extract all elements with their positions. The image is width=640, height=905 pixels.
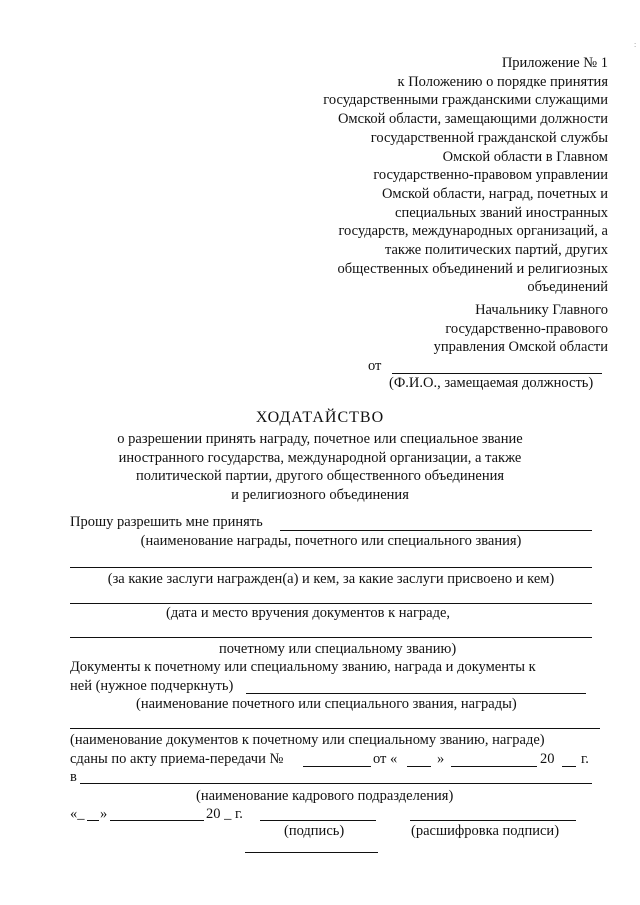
subtitle-line: о разрешении принять награду, почетное или специальное звание (117, 431, 523, 447)
docs-caption: (наименование документов к почетному или специальному званию, награде) (70, 732, 545, 748)
hr-department-caption: (наименование кадрового подразделения) (196, 788, 454, 804)
signature-caption: (подпись) (284, 823, 345, 839)
addressee-line: государственно-правового (445, 320, 608, 337)
appendix-line: государственными гражданскими служащими (323, 92, 608, 109)
addressee-line: Начальнику Главного (475, 302, 608, 318)
decoding-fill-line[interactable] (410, 820, 576, 821)
merits-fill-line[interactable] (70, 567, 592, 568)
appendix-line: специальных званий иностранных (395, 204, 608, 221)
hr-department-fill-line[interactable] (80, 783, 592, 784)
fio-caption: (Ф.И.О., замещаемая должность) (389, 375, 594, 391)
appendix-line: общественных объединений и религиозных (337, 260, 608, 277)
document-subtitle (80, 430, 560, 505)
edge-mark: : (634, 40, 637, 49)
appendix-line: Приложение № 1 (501, 55, 608, 71)
sign-quote-close: » (100, 806, 108, 822)
award-caption: (наименование награды, почетного или специального звания) (140, 533, 522, 549)
quote-close: » (437, 751, 445, 767)
date-caption-1: (дата и место вручения документов к награде, (166, 605, 451, 621)
month-fill-line[interactable] (451, 766, 537, 767)
sign-quote-open: «_ (70, 806, 85, 822)
in-prefix: в (70, 769, 77, 785)
sign-month-fill-line[interactable] (110, 820, 204, 821)
docs-text-line-1: Документы к почетному или специальному званию, награда и документы к (70, 659, 536, 675)
date-fill-line-2[interactable] (70, 637, 592, 638)
from-date-prefix: от « (373, 751, 398, 767)
appendix-line: государственной гражданской службы (370, 129, 608, 146)
appendix-block (248, 54, 608, 297)
appendix-line: Омской области, наград, почетных и (381, 185, 608, 202)
day-fill-line[interactable] (407, 766, 431, 767)
signature-fill-line[interactable] (260, 820, 376, 821)
appendix-line: Омской области, замещающими должности (337, 111, 608, 128)
appendix-line: Омской области в Главном (442, 148, 608, 165)
appendix-line: государств, международных организаций, а (338, 223, 608, 240)
from-row (368, 358, 608, 376)
sign-year: 20 _ г. (206, 806, 243, 822)
bottom-line (245, 852, 378, 853)
year-suffix: г. (581, 751, 589, 767)
appendix-line: также политических партий, других (384, 242, 608, 259)
subtitle-line: политической партии, другого общественного объединения (135, 468, 505, 485)
addressee-block (308, 301, 608, 357)
decoding-caption: (расшифровка подписи) (411, 823, 560, 839)
appendix-line: к Положению о порядке принятия (397, 73, 608, 90)
date-caption-2: почетному или специальному званию) (219, 641, 457, 657)
title-name-fill-line[interactable] (246, 693, 586, 694)
appendix-line: объединений (527, 279, 608, 296)
appendix-line: государственно-правовом управлении (373, 167, 608, 184)
year-prefix: 20 (540, 751, 555, 767)
subtitle-line: иностранного государства, международной организации, а также (118, 449, 522, 466)
docs-fill-line[interactable] (70, 728, 600, 729)
document-title: ХОДАТАЙСТВО (255, 409, 385, 426)
year-fill-line[interactable] (562, 766, 576, 767)
award-fill-line[interactable] (280, 530, 592, 531)
sign-day-fill-line[interactable] (87, 820, 99, 821)
date-fill-line[interactable] (70, 603, 592, 604)
addressee-line: управления Омской области (433, 339, 608, 356)
title-name-caption: (наименование почетного или специального звания, награды) (136, 696, 517, 712)
act-number-fill-line[interactable] (303, 766, 371, 767)
docs-text-line-2: ней (нужное подчеркнуть) (70, 678, 234, 694)
from-label: от (368, 358, 382, 374)
merits-caption: (за какие заслуги награжден(а) и кем, за какие заслуги присвоено и кем) (107, 571, 555, 587)
from-fill-line[interactable] (392, 373, 602, 374)
subtitle-line: и религиозного объединения (231, 487, 409, 504)
handed-over-text: сданы по акту приема-передачи № (70, 751, 284, 767)
request-text: Прошу разрешить мне принять (70, 514, 263, 530)
